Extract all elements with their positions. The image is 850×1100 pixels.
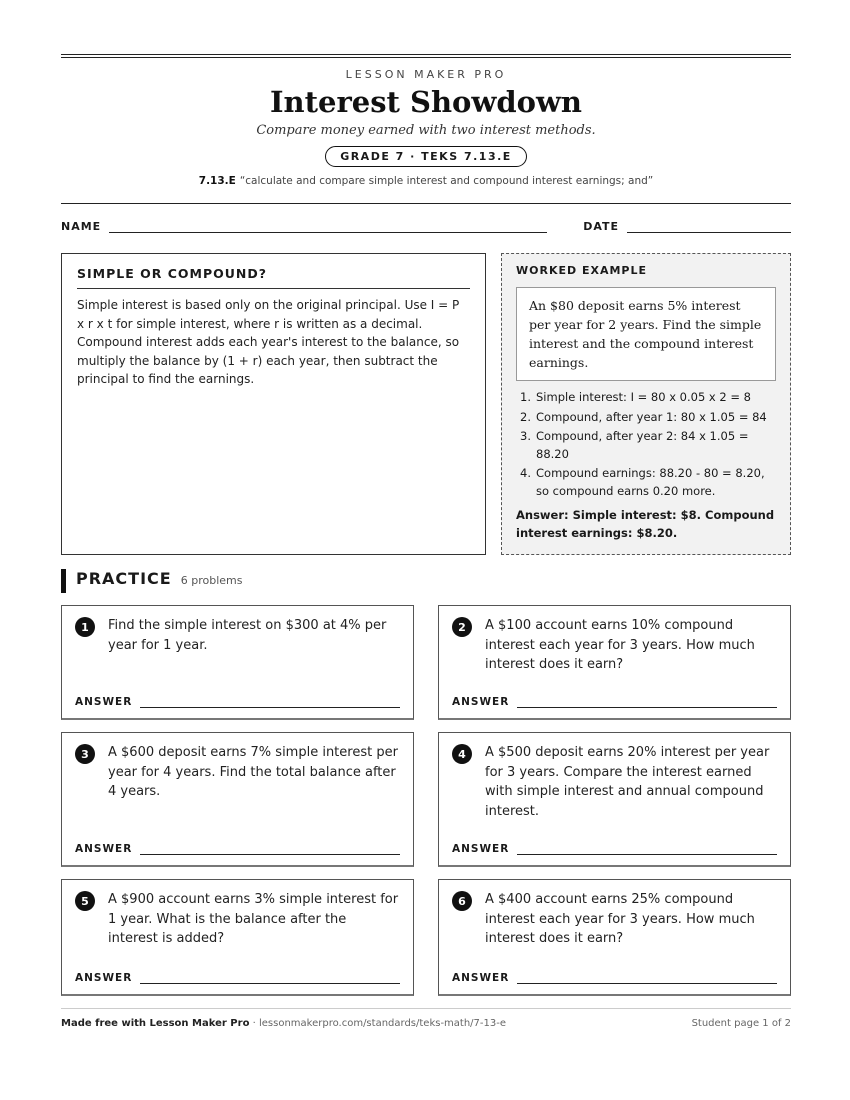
problem-card-2: [438, 605, 791, 720]
practice-count: 6 problems: [180, 574, 243, 587]
problem-number-badge: 2: [452, 617, 472, 637]
footer-url[interactable]: · lessonmakerpro.com/standards/teks-math/7-13-e: [249, 1018, 507, 1029]
answer-label: ANSWER: [75, 972, 133, 984]
problem-number-badge: 1: [75, 617, 95, 637]
step-text: Simple interest: I = 80 x 0.05 x 2 = 8: [536, 390, 751, 404]
answer-field[interactable]: [517, 983, 777, 984]
problem-card-4: [438, 732, 791, 867]
answer-field[interactable]: [517, 707, 777, 708]
worked-example-prompt: An $80 deposit earns 5% interest per year for 2 years. Find the simple interest and the compound interest earnings.: [516, 287, 776, 381]
problem-card-5: [61, 879, 414, 996]
footer-page-number: Student page 1 of 2: [691, 1018, 791, 1029]
concept-body: Simple interest is based only on the original principal. Use I = P x r x t for simple interest, where r is written as a decimal. Compound interest adds each year's interest to the balance, so multiply the balance by (1 + r) each year, then subtract the principal to find the earnings.: [77, 298, 460, 386]
problem-text: Find the simple interest on $300 at 4% per year for 1 year.: [108, 618, 387, 653]
concept-title: SIMPLE OR COMPOUND?: [77, 266, 470, 289]
problem-text: A $900 account earns 3% simple interest for 1 year. What is the balance after the interest is added?: [108, 892, 399, 946]
answer-label: ANSWER: [452, 972, 510, 984]
problem-card-1: [61, 605, 414, 720]
practice-title: PRACTICE: [76, 569, 172, 588]
standard-line: [61, 175, 791, 187]
problem-card-3: [61, 732, 414, 867]
problem-text: A $500 deposit earns 20% interest per year for 3 years. Compare the interest earned with simple interest and annual compound interest.: [485, 745, 770, 819]
problem-number-badge: 5: [75, 891, 95, 911]
step-item: [516, 465, 776, 500]
page-footer: [61, 1008, 791, 1029]
date-label: DATE: [583, 220, 619, 233]
answer-field[interactable]: [140, 707, 400, 708]
page-subtitle: Compare money earned with two interest methods.: [256, 123, 596, 138]
answer-label: ANSWER: [75, 843, 133, 855]
practice-heading: [61, 569, 791, 593]
intro-boxes: [61, 253, 791, 555]
step-number: 3.: [520, 429, 531, 443]
step-item: [516, 389, 776, 407]
step-text: Compound, after year 1: 80 x 1.05 = 84: [536, 409, 767, 424]
standard-text: “calculate and compare simple interest and compound interest earnings; and”: [239, 175, 654, 187]
answer-field[interactable]: [140, 983, 400, 984]
top-double-rule: [61, 54, 791, 58]
name-field[interactable]: [109, 232, 547, 233]
answer-label: ANSWER: [452, 696, 510, 708]
worked-example-box: [501, 253, 791, 555]
worked-example-answer: Answer: Simple interest: $8. Compound interest earnings: $8.20.: [516, 508, 775, 540]
name-label: NAME: [61, 220, 102, 233]
problem-number-badge: 6: [452, 891, 472, 911]
problem-number-badge: 3: [75, 744, 95, 764]
date-field[interactable]: [627, 232, 791, 233]
page-title: Interest Showdown: [269, 85, 583, 119]
problem-text: A $400 account earns 25% compound interest each year for 3 years. How much interest does it earn?: [485, 892, 755, 946]
answer-label: ANSWER: [452, 843, 510, 855]
problem-card-6: [438, 879, 791, 996]
worksheet-page: [61, 54, 791, 996]
footer-credit: [61, 1018, 506, 1029]
answer-field[interactable]: [517, 854, 777, 855]
grade-badge: GRADE 7 · TEKS 7.13.E: [325, 146, 527, 167]
standard-code: 7.13.E: [198, 175, 236, 187]
step-text: Compound, after year 2: 84 x 1.05 = 88.20: [536, 429, 749, 461]
brand-name: LESSON MAKER PRO: [345, 68, 507, 81]
step-text: Compound earnings: 88.20 - 80 = 8.20, so compound earns 0.20 more.: [536, 466, 765, 498]
problem-number-badge: 4: [452, 744, 472, 764]
answer-field[interactable]: [140, 854, 400, 855]
step-item: [516, 428, 776, 463]
step-number: 2.: [520, 409, 531, 424]
problem-text: A $100 account earns 10% compound interest each year for 3 years. How much interest does it earn?: [485, 618, 755, 672]
step-number: 4.: [520, 466, 531, 480]
problem-text: A $600 deposit earns 7% simple interest per year for 4 years. Find the total balance after 4 years.: [108, 745, 398, 799]
practice-grid: [61, 605, 791, 996]
step-item: [516, 409, 776, 427]
step-number: 1.: [520, 390, 531, 404]
name-date-row: [61, 203, 791, 233]
worked-example-title: WORKED EXAMPLE: [516, 264, 647, 277]
concept-box: [61, 253, 486, 555]
worked-example-steps: [516, 389, 776, 500]
answer-label: ANSWER: [75, 696, 133, 708]
footer-made-with: Made free with Lesson Maker Pro: [61, 1018, 250, 1029]
